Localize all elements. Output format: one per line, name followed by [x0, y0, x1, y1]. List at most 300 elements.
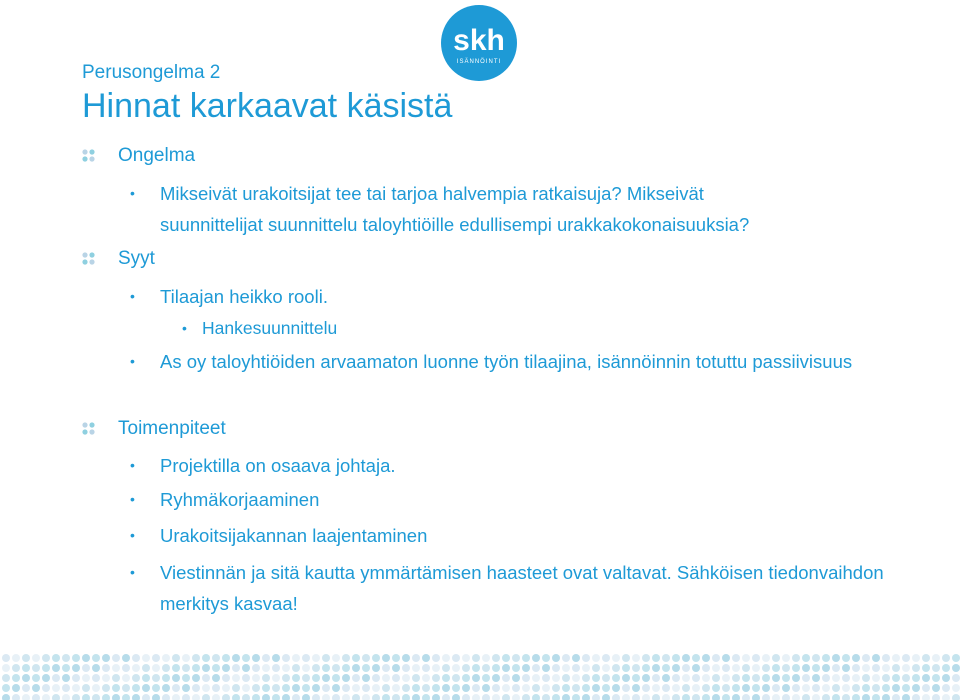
pattern-dot	[302, 664, 310, 672]
pattern-dot	[52, 694, 60, 700]
pattern-dot	[212, 654, 220, 662]
pattern-dot	[662, 654, 670, 662]
pattern-dot	[132, 694, 140, 700]
pattern-dot	[792, 694, 800, 700]
pattern-dot	[552, 684, 560, 692]
pattern-dot	[542, 684, 550, 692]
pattern-dot	[272, 674, 280, 682]
pattern-dot	[142, 684, 150, 692]
pattern-dot	[42, 654, 50, 662]
pattern-dot	[822, 664, 830, 672]
pattern-dot	[902, 664, 910, 672]
decorative-dot-pattern	[0, 652, 960, 700]
pattern-dot	[852, 664, 860, 672]
pattern-dot	[552, 654, 560, 662]
pattern-dot	[162, 664, 170, 672]
pattern-dot	[782, 664, 790, 672]
pattern-dot	[832, 674, 840, 682]
pattern-dot	[182, 694, 190, 700]
logo-text: skh	[453, 24, 505, 57]
pattern-dot	[602, 654, 610, 662]
pattern-dot	[432, 684, 440, 692]
pattern-dot	[42, 694, 50, 700]
pattern-dot	[782, 694, 790, 700]
pattern-dot	[602, 664, 610, 672]
pattern-dot	[342, 694, 350, 700]
pattern-dot	[522, 694, 530, 700]
pattern-dot	[432, 654, 440, 662]
bullet-item: • Tilaajan heikko rooli.	[160, 281, 328, 312]
pattern-dot	[772, 684, 780, 692]
pattern-dot	[92, 664, 100, 672]
pattern-dot	[872, 664, 880, 672]
pattern-dot	[162, 694, 170, 700]
pattern-dot	[202, 684, 210, 692]
pattern-dot	[2, 674, 10, 682]
pattern-dot	[52, 674, 60, 682]
pattern-dot	[292, 684, 300, 692]
pattern-dot	[32, 664, 40, 672]
bullet-item-level2: • Hankesuunnittelu	[202, 313, 337, 344]
pattern-dot	[192, 654, 200, 662]
pattern-dot	[292, 664, 300, 672]
section-heading-syyt: Syyt	[82, 248, 155, 270]
pattern-dot	[792, 684, 800, 692]
bullet-dot: •	[182, 320, 187, 336]
pattern-dot	[502, 664, 510, 672]
pattern-dot	[562, 664, 570, 672]
pattern-dot	[412, 684, 420, 692]
pattern-dot	[642, 694, 650, 700]
pattern-dot	[562, 684, 570, 692]
pattern-dot	[2, 664, 10, 672]
pattern-dot	[552, 674, 560, 682]
pattern-dot	[182, 664, 190, 672]
pattern-dot	[592, 664, 600, 672]
pattern-dot	[222, 664, 230, 672]
pattern-dot	[252, 654, 260, 662]
pattern-dot	[672, 684, 680, 692]
pattern-dot	[322, 684, 330, 692]
pattern-dot	[912, 684, 920, 692]
pattern-dot	[652, 684, 660, 692]
pattern-dot	[132, 674, 140, 682]
pattern-dot	[22, 694, 30, 700]
pattern-dot	[102, 684, 110, 692]
bullet-item: • Viestinnän ja sitä kautta ymmärtämisen haasteet ovat valtavat. Sähköisen tiedonvaihdon merkitys kasvaa!	[160, 557, 900, 619]
pattern-dot	[272, 684, 280, 692]
pattern-dot	[82, 694, 90, 700]
pattern-dot	[742, 654, 750, 662]
pattern-dot	[262, 694, 270, 700]
pattern-dot	[952, 694, 960, 700]
pattern-dot	[92, 674, 100, 682]
pattern-dot	[922, 674, 930, 682]
pattern-dot	[342, 684, 350, 692]
pattern-dot	[582, 694, 590, 700]
pattern-dot	[352, 654, 360, 662]
skh-logo	[440, 4, 518, 82]
pattern-dot	[492, 684, 500, 692]
pattern-dot	[672, 694, 680, 700]
pattern-dot	[952, 664, 960, 672]
pattern-dot	[52, 664, 60, 672]
pattern-dot	[562, 654, 570, 662]
pattern-dot	[792, 674, 800, 682]
pattern-dot	[632, 674, 640, 682]
bullet-dot: •	[130, 564, 135, 580]
pattern-dot	[702, 674, 710, 682]
pattern-dot	[462, 654, 470, 662]
pattern-dot	[432, 664, 440, 672]
pattern-dot	[822, 694, 830, 700]
pattern-dot	[672, 674, 680, 682]
bullet-item: • As oy taloyhtiöiden arvaamaton luonne työn tilaajina, isännöinnin totuttu passiivisuus	[160, 346, 860, 377]
pattern-dot	[412, 654, 420, 662]
pattern-dot	[392, 684, 400, 692]
pattern-dot	[92, 654, 100, 662]
pattern-dot	[872, 684, 880, 692]
pattern-dot	[512, 654, 520, 662]
pattern-dot	[942, 674, 950, 682]
pattern-dot	[582, 654, 590, 662]
pattern-dot	[762, 674, 770, 682]
pattern-dot	[482, 674, 490, 682]
pattern-dot	[942, 664, 950, 672]
pattern-dot	[252, 684, 260, 692]
pattern-dot	[342, 654, 350, 662]
pattern-dot	[582, 684, 590, 692]
pattern-dot	[642, 664, 650, 672]
pattern-dot	[402, 674, 410, 682]
pattern-dot	[692, 674, 700, 682]
pattern-dot	[752, 654, 760, 662]
pattern-dot	[772, 674, 780, 682]
pattern-dot	[332, 654, 340, 662]
pattern-dot	[212, 694, 220, 700]
pattern-dot	[82, 654, 90, 662]
pattern-dot	[402, 654, 410, 662]
section-heading-ongelma: Ongelma	[82, 145, 195, 167]
pattern-dot	[122, 674, 130, 682]
pattern-dot	[802, 654, 810, 662]
pattern-dot	[302, 654, 310, 662]
pattern-dot	[22, 674, 30, 682]
pattern-dot	[222, 674, 230, 682]
pattern-dot	[532, 664, 540, 672]
pattern-dot	[152, 664, 160, 672]
pattern-dot	[532, 654, 540, 662]
dots-bullet-icon	[82, 422, 96, 436]
pattern-dot	[612, 684, 620, 692]
pattern-dot	[452, 654, 460, 662]
pattern-dot	[342, 674, 350, 682]
pattern-dot	[532, 674, 540, 682]
pattern-dot	[382, 674, 390, 682]
pattern-dot	[332, 674, 340, 682]
pattern-dot	[882, 694, 890, 700]
pattern-dot	[462, 674, 470, 682]
pattern-dot	[522, 674, 530, 682]
pattern-dot	[602, 684, 610, 692]
pattern-dot	[732, 664, 740, 672]
pattern-dot	[222, 694, 230, 700]
pattern-dot	[892, 654, 900, 662]
pattern-dot	[232, 684, 240, 692]
pattern-dot	[712, 674, 720, 682]
pattern-dot	[782, 684, 790, 692]
pattern-dot	[642, 654, 650, 662]
pattern-dot	[142, 664, 150, 672]
pattern-dot	[812, 684, 820, 692]
pattern-dot	[632, 664, 640, 672]
pattern-dot	[782, 674, 790, 682]
pattern-dot	[302, 684, 310, 692]
pattern-dot	[582, 664, 590, 672]
pattern-dot	[242, 654, 250, 662]
pattern-dot	[572, 664, 580, 672]
pattern-dot	[132, 654, 140, 662]
pattern-dot	[422, 654, 430, 662]
pattern-dot	[282, 684, 290, 692]
pattern-dot	[292, 654, 300, 662]
pattern-dot	[682, 664, 690, 672]
pattern-dot	[312, 654, 320, 662]
pattern-dot	[72, 664, 80, 672]
pattern-dot	[942, 654, 950, 662]
pattern-dot	[622, 694, 630, 700]
pattern-dot	[82, 674, 90, 682]
pattern-dot	[72, 654, 80, 662]
pattern-dot	[732, 674, 740, 682]
pattern-dot	[832, 684, 840, 692]
pattern-dot	[92, 694, 100, 700]
pattern-dot	[672, 654, 680, 662]
pattern-dot	[452, 694, 460, 700]
pattern-dot	[412, 664, 420, 672]
pattern-dot	[902, 694, 910, 700]
bullet-item: • Projektilla on osaava johtaja.	[160, 450, 396, 481]
pattern-dot	[82, 664, 90, 672]
pattern-dot	[742, 664, 750, 672]
slide-title: Hinnat karkaavat käsistä	[82, 87, 453, 125]
pattern-dot	[142, 694, 150, 700]
pattern-dot	[852, 674, 860, 682]
pattern-dot	[882, 684, 890, 692]
pattern-dot	[512, 664, 520, 672]
pattern-dot	[742, 674, 750, 682]
pattern-dot	[182, 684, 190, 692]
pattern-dot	[462, 664, 470, 672]
pattern-dot	[272, 664, 280, 672]
pattern-dot	[722, 684, 730, 692]
pattern-dot	[212, 684, 220, 692]
pattern-dot	[282, 674, 290, 682]
pattern-dot	[262, 654, 270, 662]
pattern-dot	[712, 694, 720, 700]
pattern-dot	[922, 664, 930, 672]
pattern-dot	[812, 654, 820, 662]
pattern-dot	[682, 654, 690, 662]
pattern-dot	[382, 684, 390, 692]
pattern-dot	[722, 654, 730, 662]
pattern-dot	[782, 654, 790, 662]
pattern-dot	[152, 654, 160, 662]
pattern-dot	[312, 664, 320, 672]
pattern-dot	[742, 694, 750, 700]
pattern-dot	[932, 684, 940, 692]
pattern-dot	[172, 694, 180, 700]
pattern-dot	[572, 684, 580, 692]
pattern-dot	[362, 694, 370, 700]
pattern-dot	[622, 674, 630, 682]
pattern-dot	[102, 654, 110, 662]
section-heading-toimenpiteet: Toimenpiteet	[82, 418, 226, 440]
pattern-dot	[932, 674, 940, 682]
pattern-dot	[272, 654, 280, 662]
pattern-dot	[932, 694, 940, 700]
pattern-dot	[112, 684, 120, 692]
pattern-dot	[202, 654, 210, 662]
pattern-dot	[472, 684, 480, 692]
pattern-dot	[272, 694, 280, 700]
pattern-dot	[62, 684, 70, 692]
pattern-dot	[372, 654, 380, 662]
pattern-dot	[292, 674, 300, 682]
pattern-dot	[702, 664, 710, 672]
pattern-dot	[352, 674, 360, 682]
pattern-dot	[922, 694, 930, 700]
pattern-dot	[832, 694, 840, 700]
pattern-dot	[102, 664, 110, 672]
pattern-dot	[532, 684, 540, 692]
pattern-dot	[422, 694, 430, 700]
pattern-dot	[732, 694, 740, 700]
pattern-dot	[202, 674, 210, 682]
pattern-dot	[502, 684, 510, 692]
bullet-item: • Ryhmäkorjaaminen	[160, 484, 319, 515]
pattern-dot	[52, 684, 60, 692]
pattern-dot	[702, 684, 710, 692]
pattern-dot	[432, 674, 440, 682]
pattern-dot	[752, 684, 760, 692]
pattern-dot	[242, 674, 250, 682]
pattern-dot	[232, 674, 240, 682]
pattern-dot	[92, 684, 100, 692]
pattern-dot	[822, 654, 830, 662]
pattern-dot	[852, 684, 860, 692]
logo-subtext: ISÄNNÖINTI	[456, 59, 502, 65]
pattern-dot	[812, 674, 820, 682]
pattern-dot	[452, 674, 460, 682]
pattern-dot	[902, 674, 910, 682]
pattern-dot	[12, 694, 20, 700]
pattern-dot	[902, 684, 910, 692]
pattern-dot	[912, 674, 920, 682]
pattern-dot	[322, 674, 330, 682]
pattern-dot	[842, 684, 850, 692]
pattern-dot	[252, 664, 260, 672]
pattern-dot	[802, 684, 810, 692]
pattern-dot	[642, 674, 650, 682]
pattern-dot	[362, 674, 370, 682]
pattern-dot	[362, 664, 370, 672]
pattern-dot	[482, 684, 490, 692]
pattern-dot	[872, 654, 880, 662]
pattern-dot	[112, 674, 120, 682]
pattern-dot	[892, 694, 900, 700]
pattern-dot	[452, 664, 460, 672]
pattern-dot	[22, 654, 30, 662]
pattern-dot	[632, 684, 640, 692]
bullet-dot: •	[130, 288, 135, 304]
pattern-dot	[642, 684, 650, 692]
pattern-dot	[832, 654, 840, 662]
pattern-dot	[942, 684, 950, 692]
bullet-dot: •	[130, 185, 135, 201]
pattern-dot	[692, 654, 700, 662]
pattern-dot	[232, 664, 240, 672]
pattern-dot	[612, 694, 620, 700]
pattern-dot	[182, 654, 190, 662]
pattern-dot	[232, 654, 240, 662]
pattern-dot	[752, 664, 760, 672]
pattern-dot	[482, 664, 490, 672]
pattern-dot	[392, 674, 400, 682]
pattern-dot	[592, 674, 600, 682]
bullet-item: • Urakoitsijakannan laajentaminen	[160, 520, 427, 551]
pattern-dot	[322, 694, 330, 700]
pattern-dot	[842, 664, 850, 672]
pattern-dot	[802, 694, 810, 700]
pattern-dot	[892, 664, 900, 672]
pattern-dot	[82, 684, 90, 692]
pattern-dot	[142, 674, 150, 682]
pattern-dot	[122, 684, 130, 692]
pattern-dot	[882, 674, 890, 682]
pattern-dot	[872, 694, 880, 700]
pattern-dot	[342, 664, 350, 672]
pattern-dot	[422, 674, 430, 682]
pattern-dot	[392, 654, 400, 662]
pattern-dot	[62, 664, 70, 672]
pattern-dot	[572, 694, 580, 700]
pattern-dot	[602, 694, 610, 700]
pattern-dot	[762, 694, 770, 700]
pattern-dot	[392, 694, 400, 700]
bullet-dot: •	[130, 353, 135, 369]
pattern-dot	[412, 674, 420, 682]
pattern-dot	[162, 674, 170, 682]
pattern-dot	[352, 664, 360, 672]
pattern-dot	[652, 694, 660, 700]
pattern-dot	[382, 654, 390, 662]
pattern-dot	[632, 694, 640, 700]
pattern-dot	[492, 694, 500, 700]
pattern-dot	[542, 654, 550, 662]
pattern-dot	[462, 694, 470, 700]
pattern-dot	[762, 664, 770, 672]
dots-bullet-icon	[82, 252, 96, 266]
pattern-dot	[852, 694, 860, 700]
pattern-dot	[652, 664, 660, 672]
pattern-dot	[2, 684, 10, 692]
pattern-dot	[102, 674, 110, 682]
pattern-dot	[372, 664, 380, 672]
pattern-dot	[172, 654, 180, 662]
pattern-dot	[932, 664, 940, 672]
pattern-dot	[732, 684, 740, 692]
